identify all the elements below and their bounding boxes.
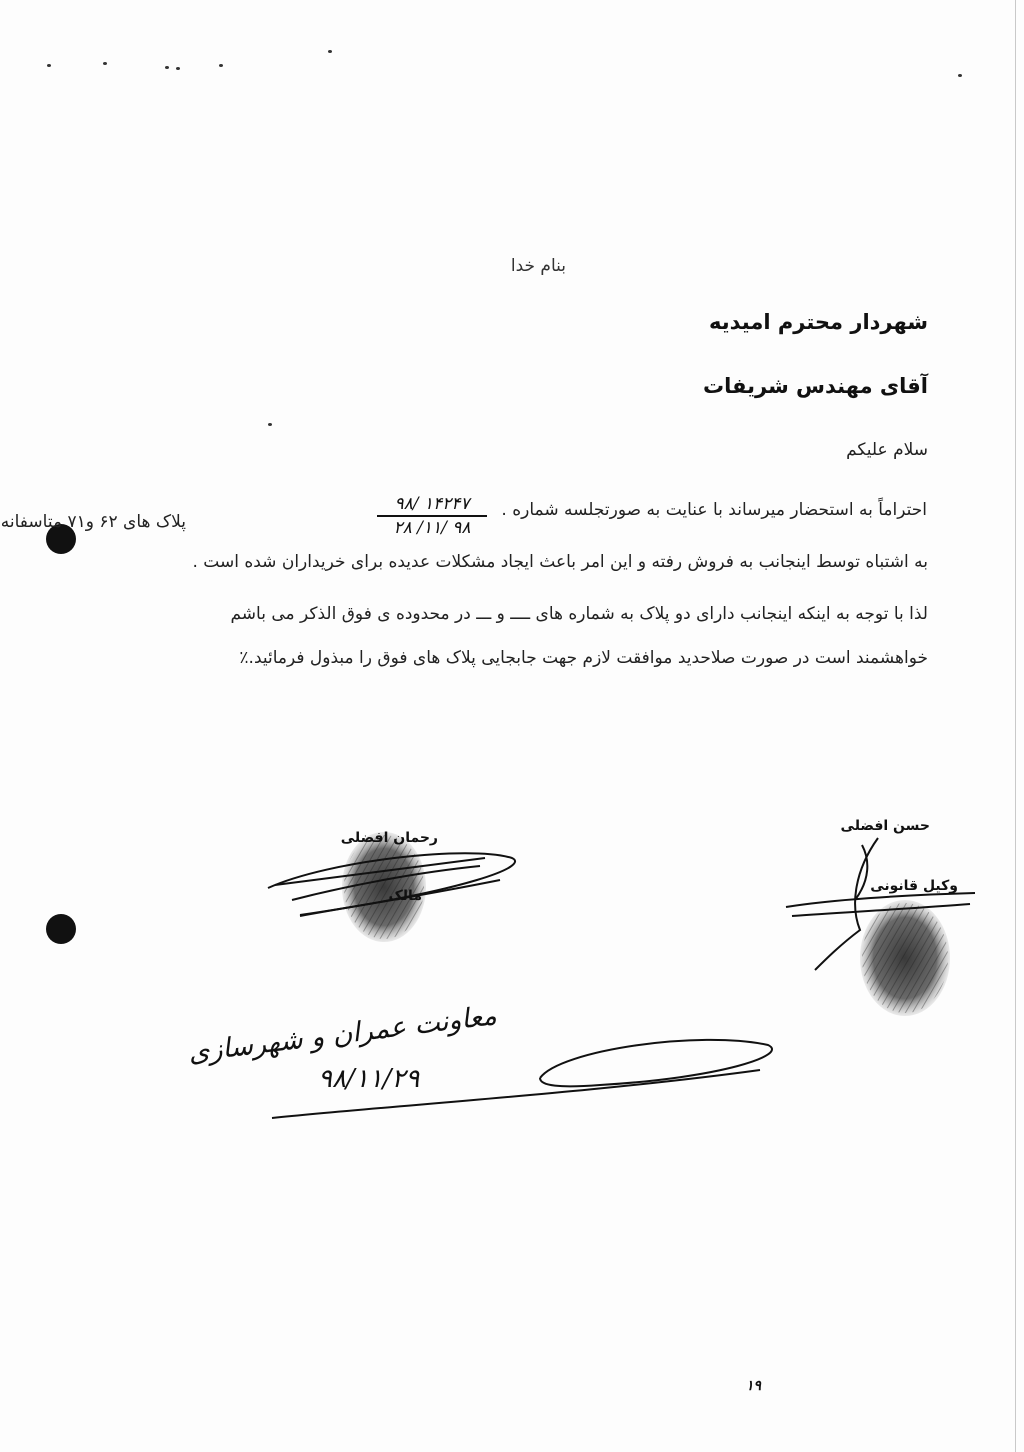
meeting-number: ۹۸/ ۱۴۲۴۷ (394, 494, 470, 514)
right-signatory-name: حسن افضلی (840, 818, 930, 834)
paragraph-2-line-2: خواهشمند است در صورت صلاحدید موافقت لازم جهت جابجایی پلاک های فوق را مبذول فرمائید.٪ (239, 648, 928, 668)
fingerprint-right (860, 900, 950, 1016)
paragraph-1-line-1a: احتراماً به استحضار میرساند با عنایت به صورتجلسه شماره . (501, 500, 927, 520)
paragraph-1-line-2: به اشتباه توسط اینجانب به فروش رفته و این امر باعث ایجاد مشکلات عدیده برای خریداران شده است . (192, 552, 928, 572)
left-signatory-role: مالک (388, 888, 422, 904)
handwritten-note-date: ۹۸/۱۱/۲۹ (318, 1064, 420, 1094)
recipient-title: شهردار محترم امیدیه (709, 310, 928, 334)
greeting: سلام علیکم (846, 440, 928, 460)
paragraph-2-line-1: لذا با توجه به اینکه اینجانب دارای دو پلاک به شماره های ــــ و ـــ در محدوده ی فوق الذکر می باشم (230, 604, 928, 624)
handwritten-note-line: معاونت عمران و شهرسازی (185, 1000, 498, 1069)
letter-heading: بنام خدا (510, 256, 566, 276)
right-signatory-role: وکیل قانونی (870, 878, 958, 894)
recipient-name: آقای مهندس شریفات (703, 374, 928, 398)
fingerprint-left (342, 832, 426, 942)
left-signatory-name: رحمان افضلی (340, 830, 438, 846)
paragraph-1-line-1b: پلاک های ۶۲ و۷۱ متاسفانه (0, 512, 186, 532)
page-mark: ۱۹ (746, 1378, 762, 1394)
meeting-date: ۲۸ /۱۱/ ۹۸ (393, 518, 471, 538)
